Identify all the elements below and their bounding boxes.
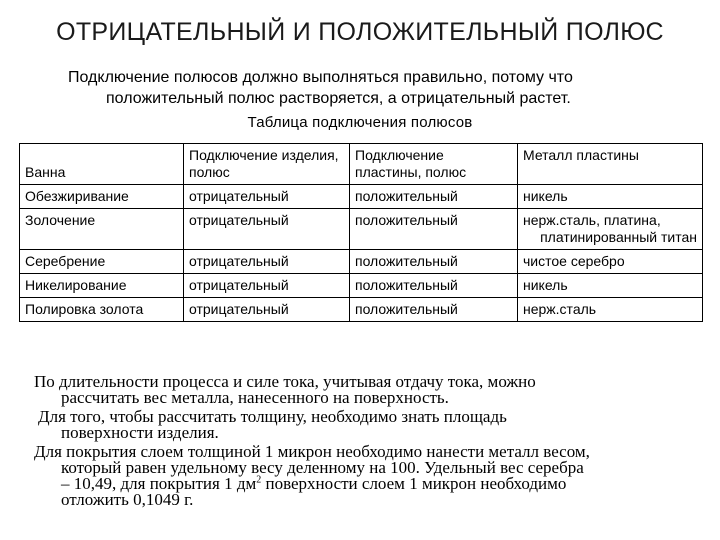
cell-bath: Серебрение <box>20 250 184 274</box>
table-caption: Таблица подключения полюсов <box>247 114 473 131</box>
cell-bath: Полировка золота <box>20 298 184 322</box>
table-row <box>20 185 703 209</box>
cell-item-pole: отрицательный <box>184 209 350 250</box>
cell-item-pole: отрицательный <box>184 250 350 274</box>
intro-text <box>68 67 668 109</box>
cell-metal: чистое серебро <box>518 250 703 274</box>
slide-title: ОТРИЦАТЕЛЬНЫЙ И ПОЛОЖИТЕЛЬНЫЙ ПОЛЮС <box>56 18 664 46</box>
p1-line-1: По длительности процесса и силе тока, учитывая отдачу тока, можно <box>34 372 536 391</box>
cell-plate-pole: положительный <box>350 274 518 298</box>
cell-metal: никель <box>518 274 703 298</box>
p3-line-2: который равен удельному весу деленному на 100. Удельный вес серебра <box>61 458 584 477</box>
table-row <box>20 298 703 322</box>
cell-item-pole: отрицательный <box>184 274 350 298</box>
p2-line-2: поверхности изделия. <box>61 423 219 442</box>
cell-plate-pole: положительный <box>350 250 518 274</box>
cell-metal-line-1: нерж.сталь, платина, <box>523 212 661 228</box>
p2-line-1: Для того, чтобы рассчитать толщину, необходимо знать площадь <box>38 407 507 426</box>
paragraph-thickness <box>34 409 704 441</box>
cell-plate-pole: положительный <box>350 298 518 322</box>
table-row <box>20 209 703 250</box>
cell-bath: Золочение <box>20 209 184 250</box>
intro-line-1: Подключение полюсов должно выполняться правильно, потому что <box>68 69 573 86</box>
header-plate-metal: Металл пластины <box>518 144 703 185</box>
cell-plate-pole: положительный <box>350 185 518 209</box>
body-text <box>34 374 704 508</box>
header-bath: Ванна <box>20 144 184 185</box>
cell-item-pole: отрицательный <box>184 185 350 209</box>
table-row <box>20 274 703 298</box>
cell-plate-pole: положительный <box>350 209 518 250</box>
paragraph-duration <box>34 374 704 406</box>
table-header-row <box>20 144 703 185</box>
cell-metal: никель <box>518 185 703 209</box>
cell-bath: Обезжиривание <box>20 185 184 209</box>
p3-line-1: Для покрытия слоем толщиной 1 микрон необходимо нанести металл весом, <box>34 442 590 461</box>
cell-item-pole: отрицательный <box>184 298 350 322</box>
paragraph-coating <box>34 444 704 508</box>
intro-line-2: положительный полюс растворяется, а отрицательный растет. <box>106 90 571 107</box>
header-item-connection: Подключение изделия, полюс <box>184 144 350 185</box>
header-plate-connection: Подключение пластины, полюс <box>350 144 518 185</box>
table-row <box>20 250 703 274</box>
p3-line-4: отложить 0,1049 г. <box>61 490 194 509</box>
p3-line-3-start: – 10,49, для покрытия 1 дм <box>61 474 257 493</box>
cell-metal <box>518 209 703 250</box>
cell-metal: нерж.сталь <box>518 298 703 322</box>
superscript-2: 2 <box>256 474 262 486</box>
poles-table <box>19 143 703 322</box>
p1-line-2: рассчитать вес металла, нанесенного на поверхность. <box>61 388 449 407</box>
cell-metal-line-2: платинированный титан <box>540 229 697 245</box>
p3-line-3-end: поверхности слоем 1 микрон необходимо <box>261 474 567 493</box>
cell-bath: Никелирование <box>20 274 184 298</box>
